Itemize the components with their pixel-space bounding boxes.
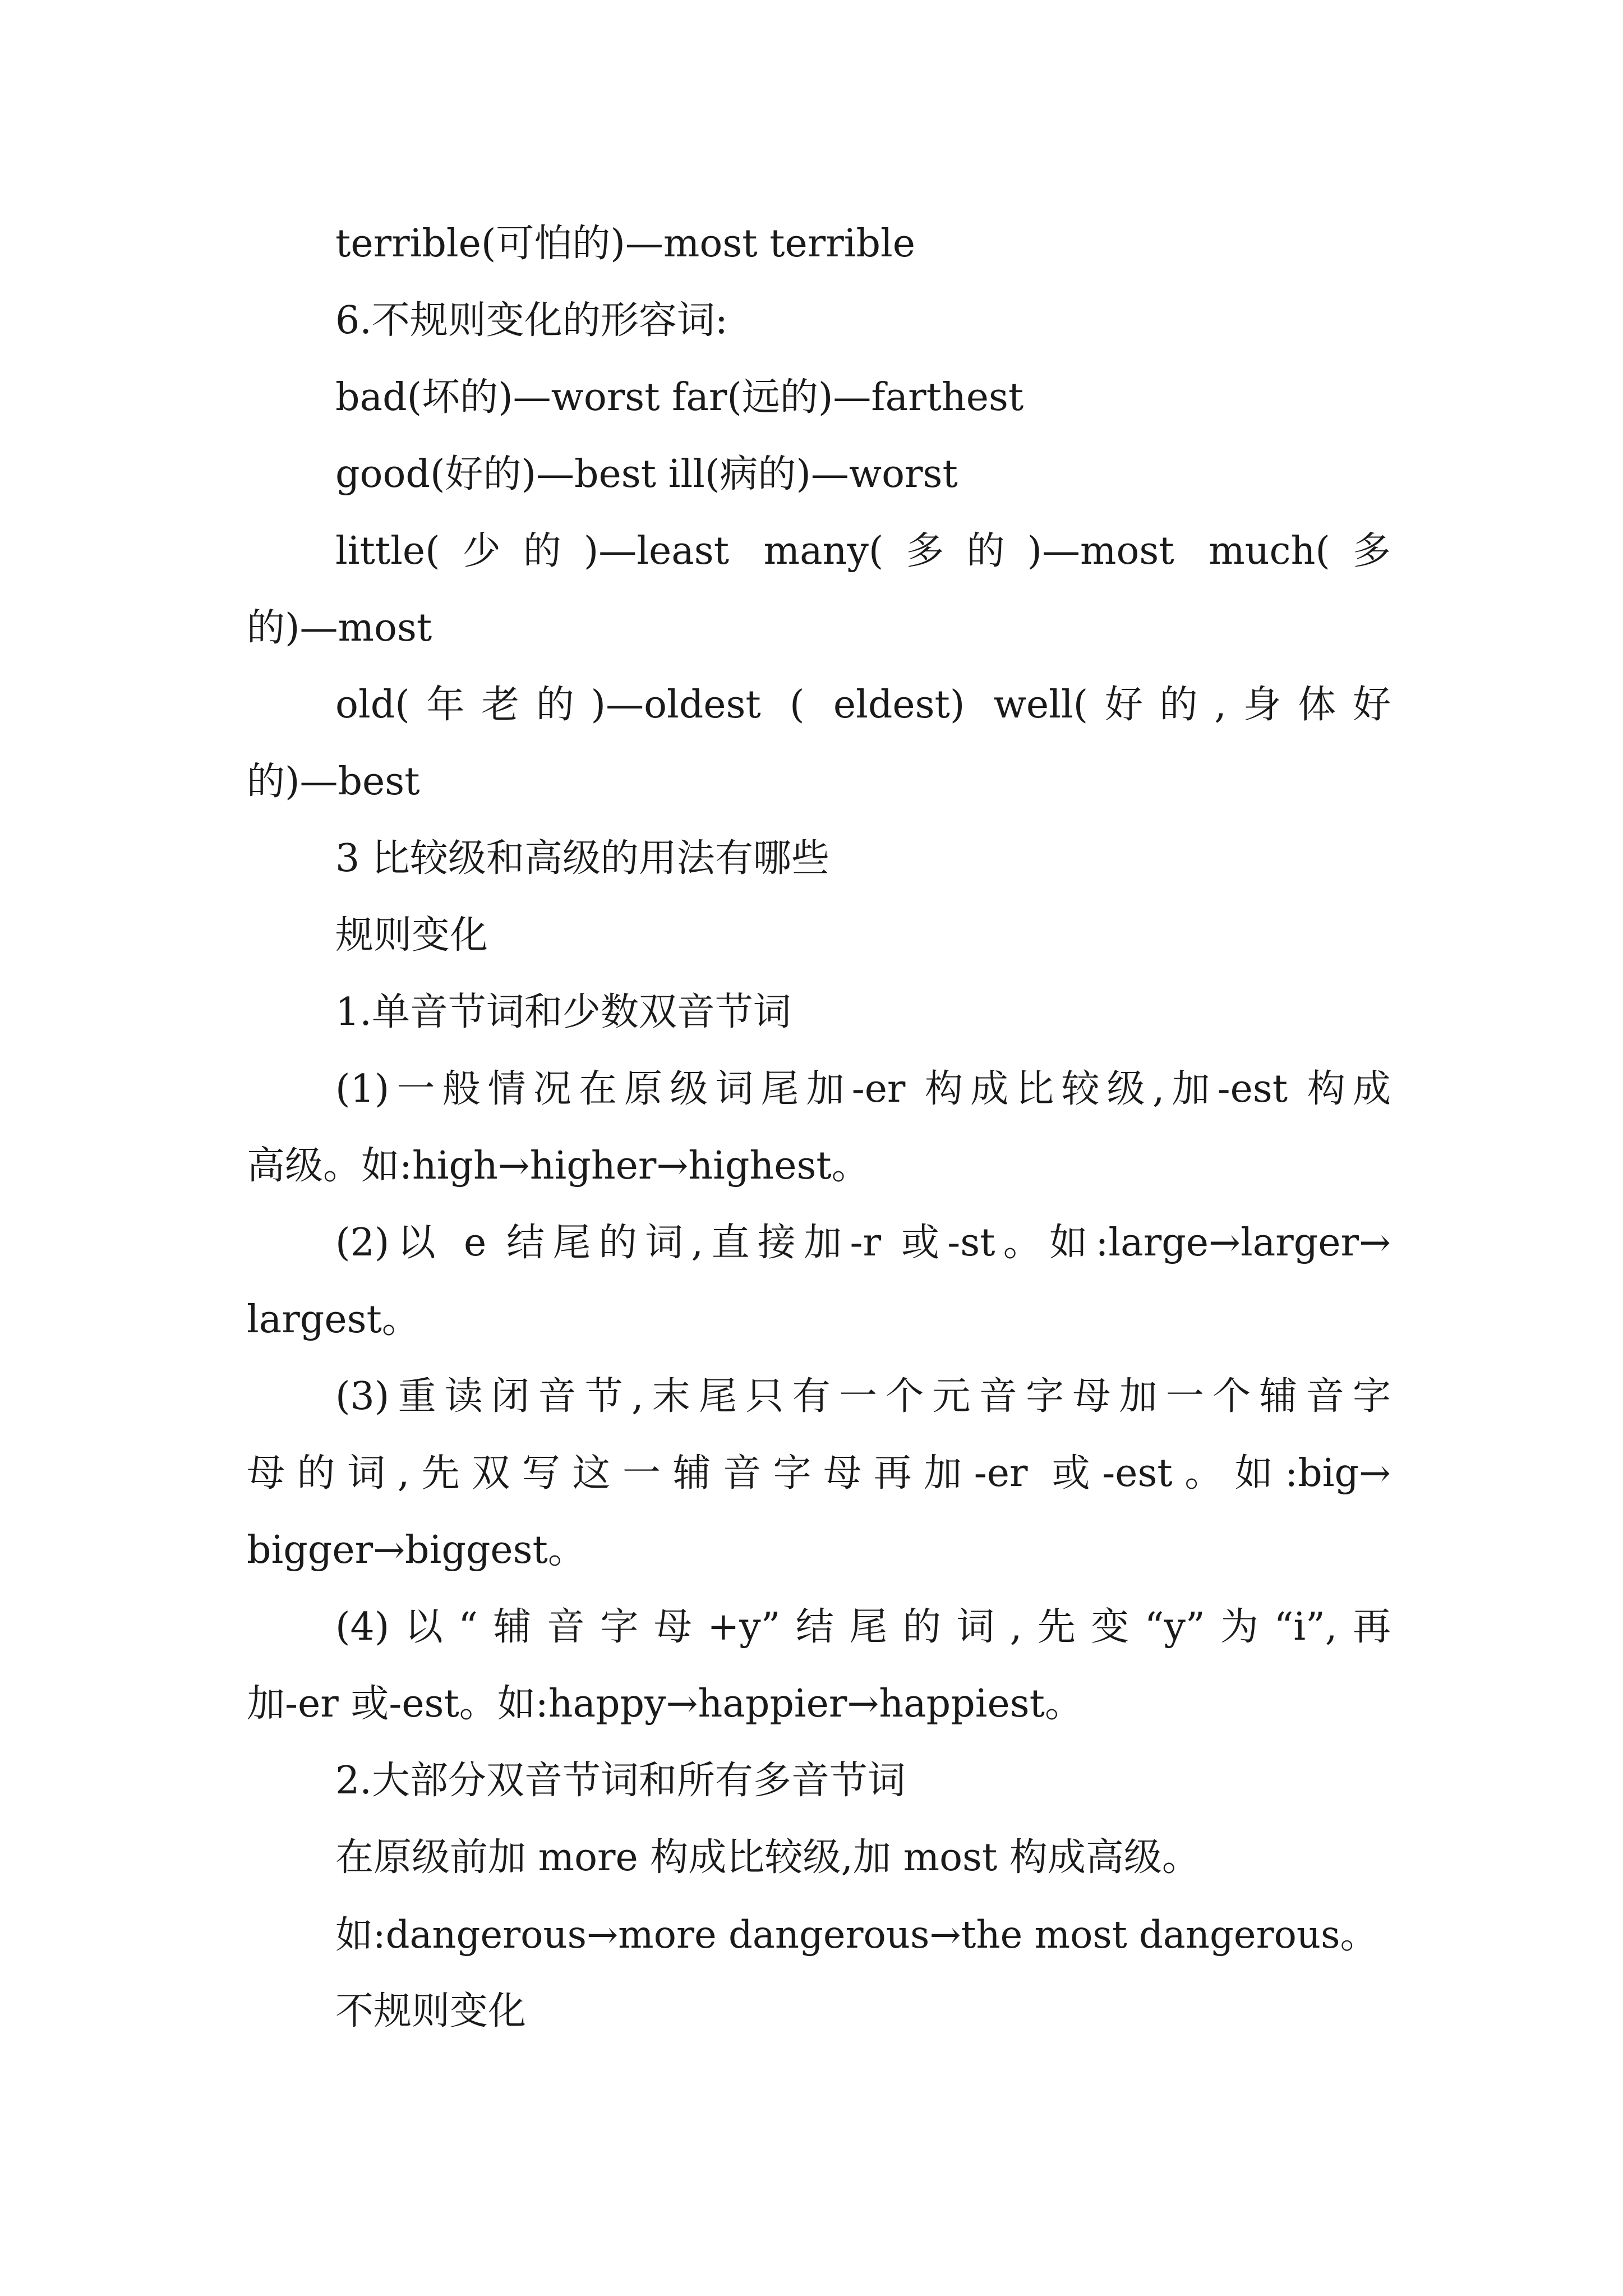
text-line: bad(坏的)—worst far(远的)—farthest <box>335 375 1024 420</box>
section-heading: 2.大部分双音节词和所有多音节词 <box>335 1759 906 1803</box>
text-line: little(少的)—least many(多的)—most much(多 <box>335 529 1391 573</box>
text-line: 高级。如:high→higher→highest。 <box>247 1144 870 1188</box>
text-line: bigger→biggest。 <box>247 1528 586 1572</box>
text-line: (1)一般情况在原级词尾加-er 构成比较级,加-est 构成 <box>335 1067 1391 1111</box>
section-heading: 1.单音节词和少数双音节词 <box>335 990 791 1034</box>
text-line: 的)—most <box>247 606 432 650</box>
section-heading: 6.不规则变化的形容词: <box>335 298 728 343</box>
text-line: good(好的)—best ill(病的)—worst <box>335 452 958 496</box>
text-line: terrible(可怕的)—most terrible <box>335 222 916 266</box>
text-line: 如:dangerous→more dangerous→the most dangerous。 <box>335 1913 1378 1957</box>
section-heading: 规则变化 <box>335 913 488 958</box>
text-line: 在原级前加 more 构成比较级,加 most 构成高级。 <box>335 1835 1200 1880</box>
text-line: (3)重读闭音节,末尾只有一个元音字母加一个辅音字 <box>335 1374 1391 1419</box>
text-line: old(年老的)—oldest ( eldest) well(好的,身体好 <box>335 683 1391 727</box>
section-heading: 3 比较级和高级的用法有哪些 <box>335 836 829 881</box>
text-line: 母的词,先双写这一辅音字母再加-er 或-est。如:big→ <box>247 1451 1391 1496</box>
text-line: largest。 <box>247 1297 420 1342</box>
text-line: 的)—best <box>247 760 420 804</box>
text-line: (2)以 e 结尾的词,直接加-r 或-st。如:large→larger→ <box>335 1221 1391 1265</box>
text-line: 加-er 或-est。如:happy→happier→happiest。 <box>247 1682 1083 1726</box>
text-line: (4)以“辅音字母+y”结尾的词,先变“y”为“i”,再 <box>335 1605 1391 1649</box>
section-heading: 不规则变化 <box>335 1989 527 2033</box>
